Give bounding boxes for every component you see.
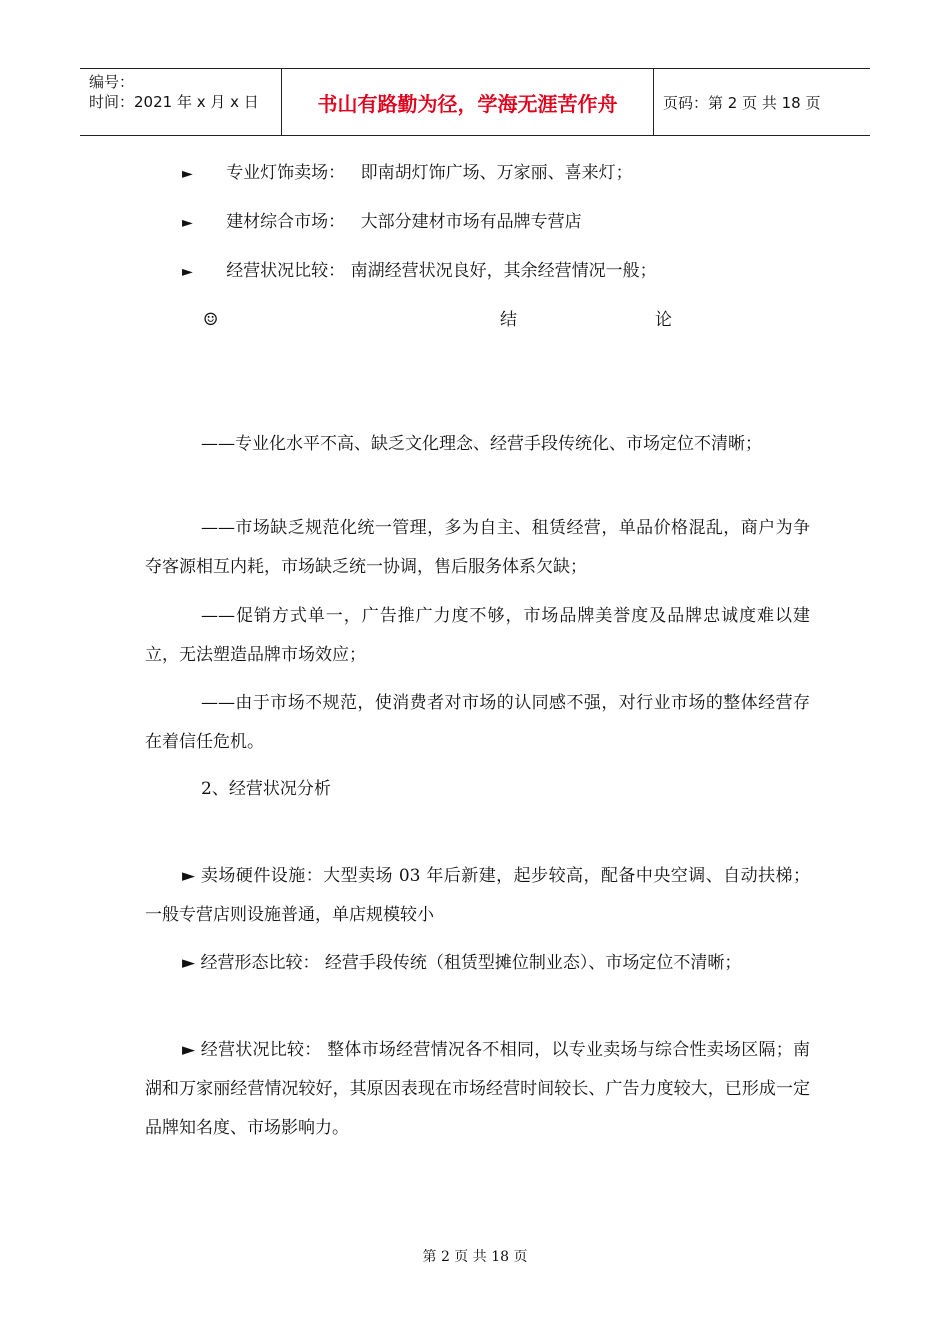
header-motto: 书山有路勤为径，学海无涯苦作舟 (282, 69, 654, 135)
smiley-icon: ☺ (203, 310, 219, 330)
analysis-bullet: ► 卖场硬件设施：大型卖场 03 年后新建，起步较高，配备中央空调、自动扶梯；一般专营店则设施普通，单店规模较小 (145, 866, 810, 925)
triangle-bullet-icon: ► (182, 166, 193, 182)
header-meta (80, 69, 282, 135)
conclusion-paragraph: ——专业化水平不高、缺乏文化理念、经营手段传统化、市场定位不清晰； (201, 434, 762, 454)
bullet-label: 建材综合市场： (226, 212, 346, 232)
section-heading: 2、经营状况分析 (201, 779, 331, 799)
conclusion-paragraph: ——促销方式单一，广告推广力度不够，市场品牌美誉度及品牌忠诚度难以建立，无法塑造品牌市场效应； (145, 606, 810, 665)
analysis-bullet: ► 经营状况比较： 整体市场经营情况各不相同，以专业卖场与综合性卖场区隔；南湖和万家丽经营情况较好，其原因表现在市场经营时间较长、广告力度较大，已形成一定品牌知名度、市场影响力。 (145, 1040, 810, 1138)
bullet-text: 大部分建材市场有品牌专营店 (360, 212, 582, 232)
bullet-item (182, 260, 657, 283)
page-footer: 第 2 页 共 18 页 (422, 1249, 528, 1265)
header-number: 编号： (89, 73, 135, 91)
conclusion-paragraph: ——市场缺乏规范化统一管理，多为自主、租赁经营，单品价格混乱，商户为争夺客源相互内耗，市场缺乏统一协调，售后服务体系欠缺； (145, 518, 810, 577)
bullet-item (182, 162, 633, 185)
bullet-label: 经营状况比较： (226, 261, 346, 281)
header-date: 时间：2021 年 x 月 x 日 (89, 93, 259, 111)
page-header (80, 68, 870, 136)
triangle-bullet-icon: ► (182, 264, 193, 280)
triangle-bullet-icon: ► (182, 215, 193, 231)
conclusion-char-1: 结 (500, 310, 517, 330)
analysis-bullet: ► 经营形态比较： 经营手段传统（租赁型摊位制业态）、市场定位不清晰； (182, 953, 742, 973)
header-page-info: 页码：第 2 页 共 18 页 (663, 93, 821, 112)
bullet-text: 南湖经营状况良好，其余经营情况一般； (350, 261, 657, 281)
bullet-label: 专业灯饰卖场： (226, 163, 346, 183)
bullet-text: 即南胡灯饰广场、万家丽、喜来灯； (360, 163, 633, 183)
conclusion-char-2: 论 (655, 310, 672, 330)
bullet-item (182, 211, 582, 234)
conclusion-paragraph: ——由于市场不规范，使消费者对市场的认同感不强，对行业市场的整体经营存在着信任危机。 (145, 693, 810, 752)
